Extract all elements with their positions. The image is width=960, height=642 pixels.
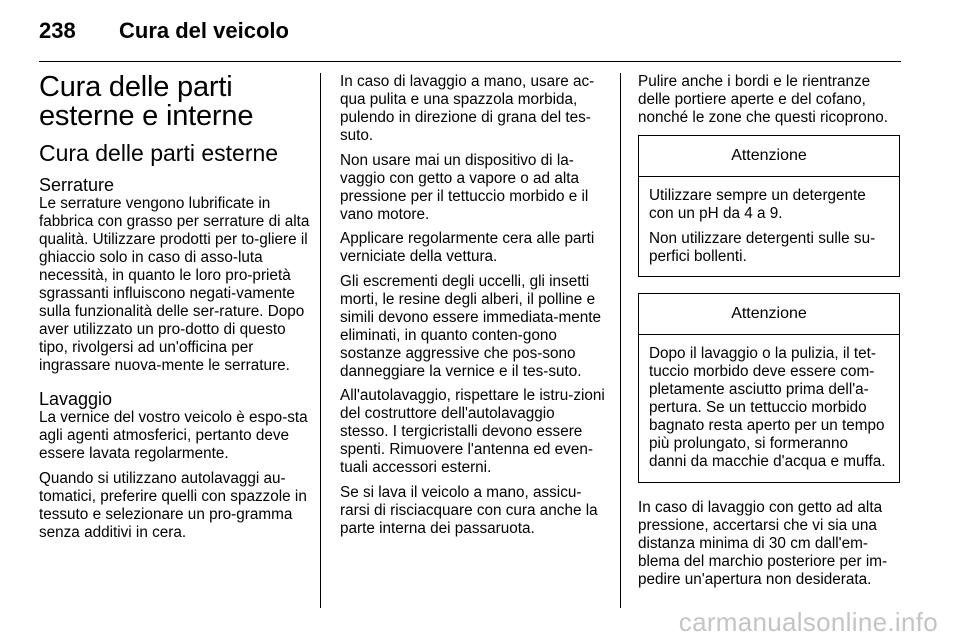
warning-title: Attenzione bbox=[639, 136, 899, 177]
header-rule bbox=[39, 61, 901, 62]
column-divider bbox=[620, 73, 621, 608]
page-number: 238 bbox=[39, 18, 76, 43]
paragraph: Le serrature vengono lubrificate in fabbrica con grasso per serrature di alta qualità. Utilizzare prodotti per to-gliere il ghiaccio solo in caso di asso-luta necessità, in quanto le loro pro-prietà sgrassanti influiscono negati-vamente sulla funzionalità delle ser-rature. Dopo aver utilizzato un pro-dotto di questo tipo, rivolgersi ad un'officina per ingrassare nuova-mente le serrature. bbox=[39, 195, 310, 374]
column-3 bbox=[638, 73, 900, 595]
heading-serrature: Serrature bbox=[39, 175, 115, 195]
paragraph: In caso di lavaggio a mano, usare ac-qua pulita e una spazzola morbida, pulendo in direzione di grana del tes-suto. bbox=[340, 73, 595, 144]
warning-text: Utilizzare sempre un detergente con un pH da 4 a 9. bbox=[649, 187, 866, 222]
heading-lavaggio: Lavaggio bbox=[39, 389, 113, 409]
warning-title: Attenzione bbox=[639, 294, 899, 335]
paragraph: In caso di lavaggio con getto ad alta pressione, accertarsi che vi sia una distanza minima di 30 cm dall'em-blema del marchio posteriore per im-pedire un'apertura non desiderata. bbox=[638, 498, 888, 588]
watermark: carmanualsonline.info bbox=[678, 607, 938, 637]
warning-text: Dopo il lavaggio o la pulizia, il tet-tuccio morbido deve essere com-pletamente asciutto prima dell'a-pertura. Se un tettuccio morbido bagnato resta aperto per un tempo più prolungato, si formeranno danni da macchie d'acqua e muffa. bbox=[649, 345, 886, 470]
column-2 bbox=[340, 73, 606, 544]
subsection-title: Cura delle parti esterne bbox=[39, 140, 279, 166]
paragraph: Se si lava il veicolo a mano, assicu-rarsi di risciacquare con cura anche la parte interna dei passaruota. bbox=[340, 483, 598, 537]
section-title: Cura delle parti esterne e interne bbox=[39, 71, 254, 132]
paragraph: All'autolavaggio, rispettare le istru-zioni del costruttore dell'autolavaggio stesso. I tergicristalli devono essere spenti. Rimuovere l'antenna ed even-tuali accessori esterni. bbox=[340, 387, 605, 476]
warning-text: Non utilizzare detergenti sulle su-perfici bollenti. bbox=[649, 229, 876, 265]
warning-box bbox=[638, 135, 900, 277]
paragraph: Non usare mai un dispositivo di la-vaggio con getto a vapore o ad alta pressione per il tettuccio morbido e il vano motore. bbox=[340, 151, 589, 223]
paragraph: Quando si utilizzano autolavaggi au-tomatici, preferire quelli con spazzole in tessuto e selezionare un pro-gramma senza additivi in cera. bbox=[39, 469, 307, 541]
warning-box bbox=[638, 293, 900, 483]
paragraph: Applicare regolarmente cera alle parti verniciate della vettura. bbox=[340, 230, 595, 265]
column-1 bbox=[39, 73, 311, 548]
paragraph: La vernice del vostro veicolo è espo-sta agli agenti atmosferici, pertanto deve essere lavata regolarmente. bbox=[39, 409, 308, 462]
column-divider bbox=[320, 73, 321, 608]
page-header bbox=[39, 18, 289, 44]
chapter-title: Cura del veicolo bbox=[119, 18, 289, 43]
paragraph: Pulire anche i bordi e le rientranze delle portiere aperte e del cofano, nonché le zone che questi ricoprono. bbox=[638, 73, 889, 126]
paragraph: Gli escrementi degli uccelli, gli insetti morti, le resine degli alberi, il polline e simili devono essere immediata-mente eliminati, in quanto conten-gono sostanze aggressive che pos-sono danneggiare la vernice e il tes-suto. bbox=[340, 272, 602, 380]
